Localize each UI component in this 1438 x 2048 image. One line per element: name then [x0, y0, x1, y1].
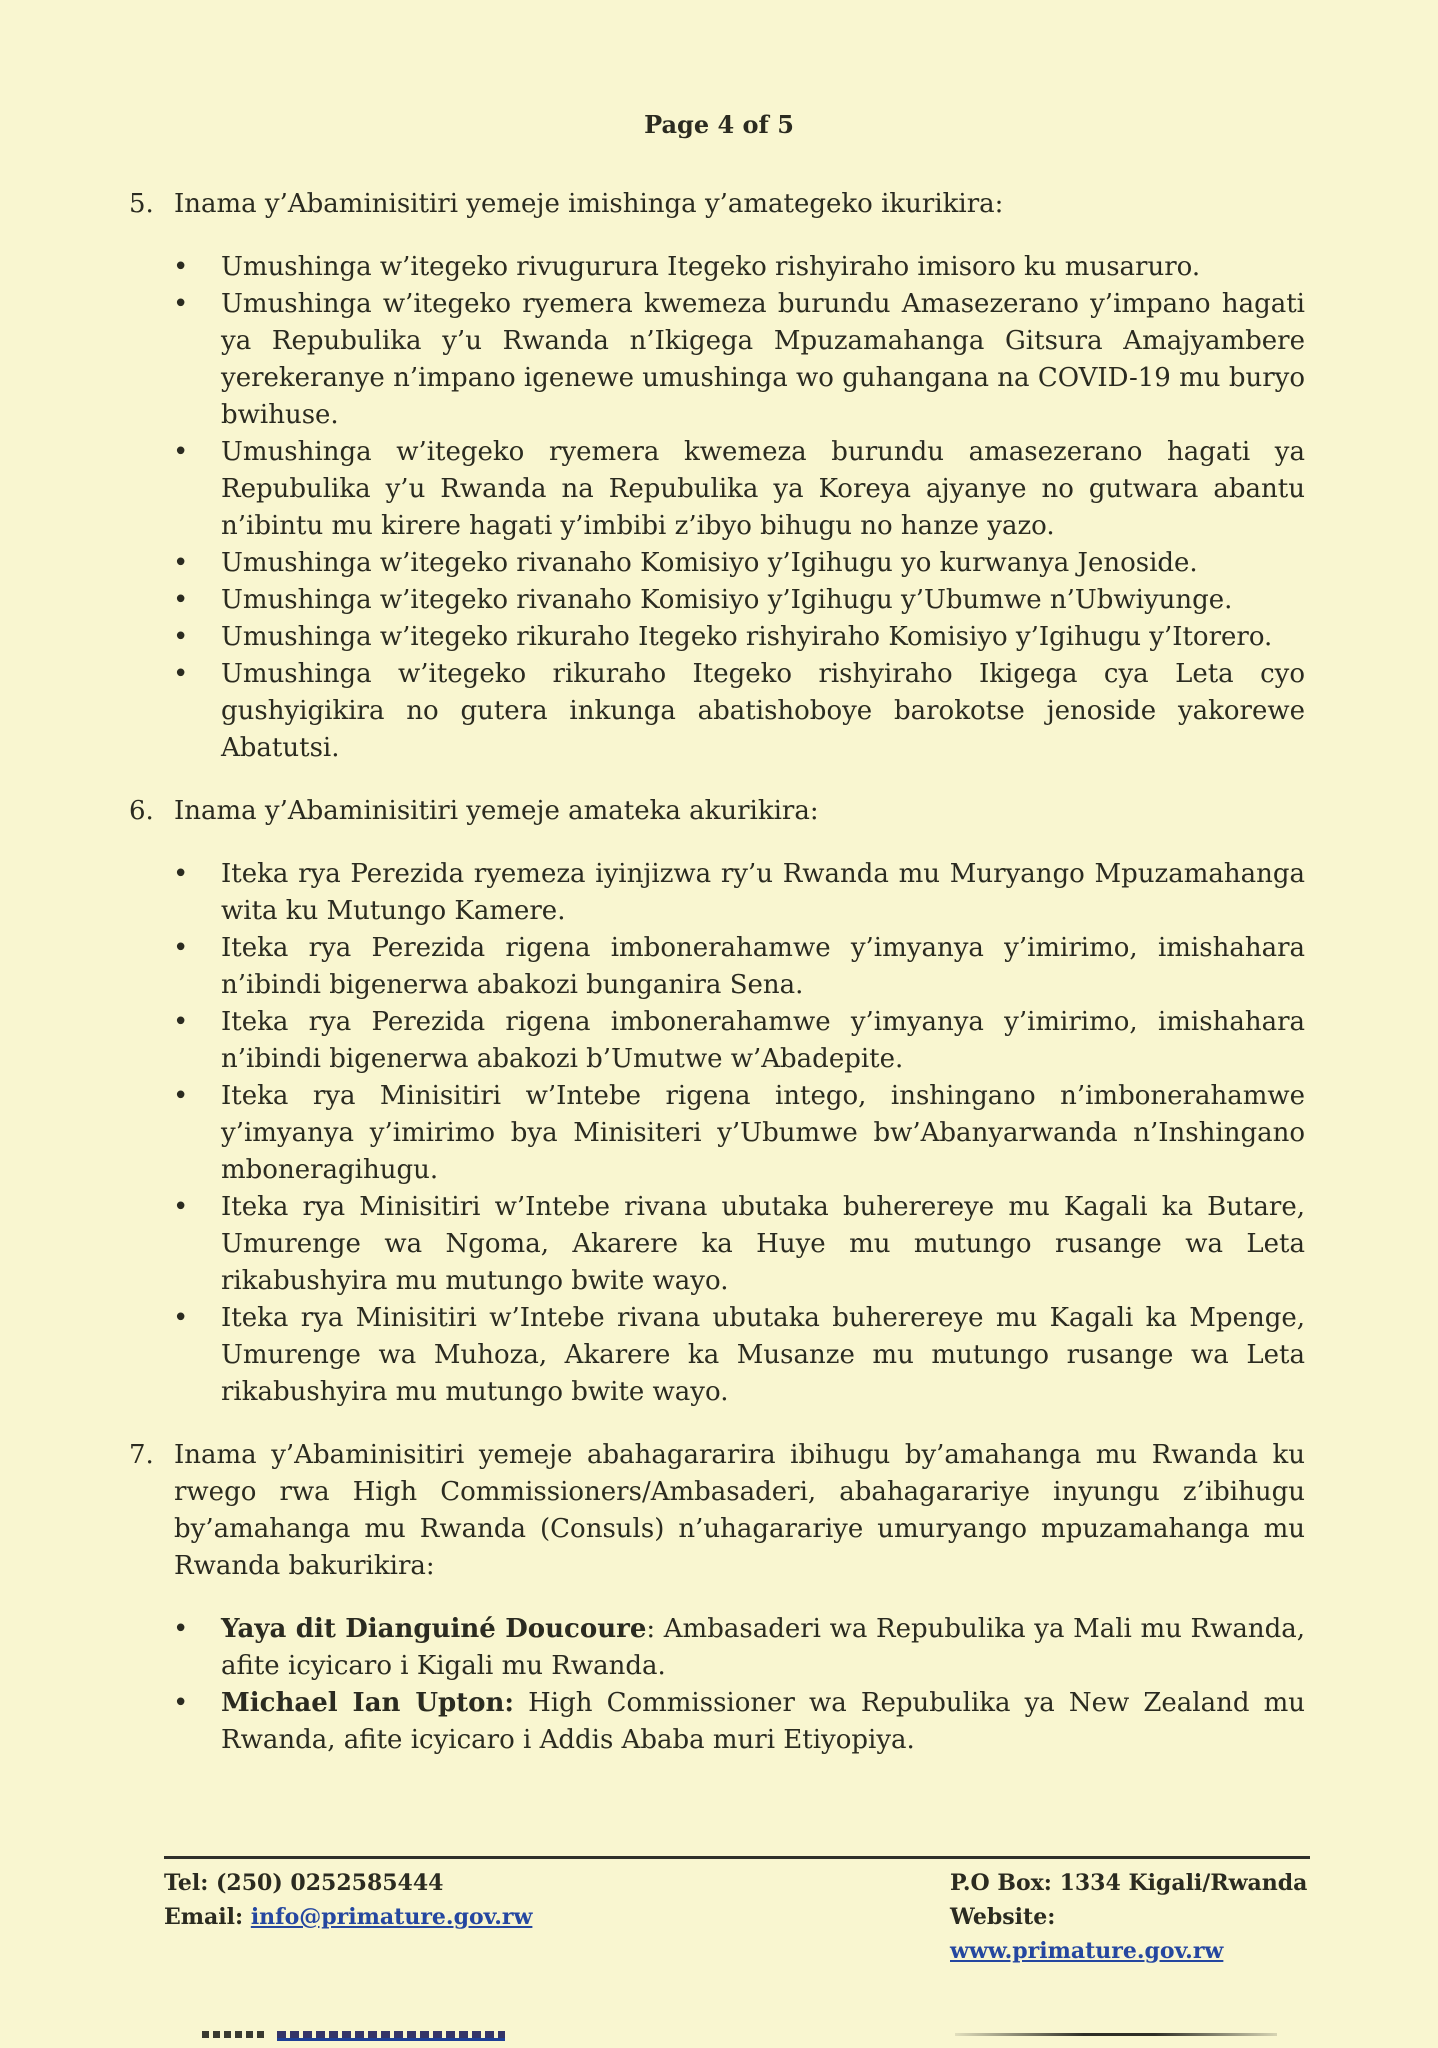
- ambassador-name: Michael Ian Upton:: [221, 1688, 515, 1718]
- bullet-item: • Umushinga w’itegeko rivugurura Itegeko rishyiraho imisoro ku musaruro.: [221, 249, 1305, 286]
- bullet-item: • Iteka rya Perezida rigena imbonerahamwe y’imyanya y’imirimo, imishahara n’ibindi bigenerwa abakozi b’Umutwe w’Abadepite.: [221, 1004, 1305, 1078]
- bullet-item: • Iteka rya Minisitiri w’Intebe rivana ubutaka buherereye mu Kagali ka Butare, Umurenge wa Ngoma, Akarere ka Huye mu mutungo rusange wa Leta rikabushyira mu mutungo bwite wayo.: [221, 1189, 1305, 1300]
- ambassador-description: High Commissioner wa Repubulika ya New Zealand mu Rwanda, afite icyicaro i Addis Ababa muri Etiyopiya.: [221, 1688, 1305, 1755]
- pobox-value: 1334 Kigali/Rwanda: [1059, 1870, 1308, 1896]
- bullet-item: • Umushinga w’itegeko ryemera kwemeza burundu amasezerano hagati ya Repubulika y’u Rwanda na Repubulika ya Koreya ajyanye no gutwara abantu n’ibintu mu kirere hagati y’imbibi z’ibyo bihugu no hanze yazo.: [221, 434, 1305, 545]
- ambassador-description: : Ambasaderi wa Repubulika ya Mali mu Rwanda, afite icyicaro i Kigali mu Rwanda.: [221, 1614, 1305, 1681]
- bullet-item-ambassador: [221, 1611, 1305, 1685]
- bullet-item: • Umushinga w’itegeko rikuraho Itegeko rishyiraho Komisiyo y’Igihugu y’Itorero.: [221, 619, 1305, 656]
- bullet-item: • Umushinga w’itegeko rivanaho Komisiyo y’Igihugu y’Ubumwe n’Ubwiyunge.: [221, 582, 1305, 619]
- website-label: Website:: [950, 1904, 1056, 1930]
- website-link[interactable]: www.primature.gov.rw: [950, 1938, 1224, 1964]
- section-7-heading: [129, 1437, 1305, 1585]
- section-5-heading: [129, 186, 1305, 223]
- scan-artifact-cutoff-link: [277, 2031, 505, 2041]
- section-heading-text: Inama y’Abaminisitiri yemeje imishinga y’amategeko ikurikira:: [174, 189, 1004, 219]
- section-7: [129, 1437, 1305, 1759]
- bullet-item: • Iteka rya Minisitiri w’Intebe rigena intego, inshingano n’imbonerahamwe y’imyanya y’imirimo bya Minisiteri y’Ubumwe bw’Abanyarwanda n’Inshingano mboneragihugu.: [221, 1078, 1305, 1189]
- section-number: 6.: [129, 796, 154, 826]
- footer-right-column: [950, 1866, 1310, 1968]
- tel-label: Tel:: [164, 1870, 209, 1896]
- section-5: [129, 186, 1305, 767]
- scan-artifact-line: [955, 2033, 1277, 2036]
- ambassador-name: Yaya dit Dianguiné Doucoure: [221, 1614, 647, 1644]
- section-heading-text: Inama y’Abaminisitiri yemeje amateka akurikira:: [174, 796, 819, 826]
- section-6-bullet-list: [221, 856, 1305, 1411]
- section-6-heading: [129, 793, 1305, 830]
- email-link[interactable]: info@primature.gov.rw: [250, 1904, 533, 1930]
- email-label: Email:: [164, 1904, 244, 1930]
- section-7-bullet-list: [221, 1611, 1305, 1759]
- pobox-label: P.O Box:: [950, 1870, 1052, 1896]
- bullet-item: • Umushinga w’itegeko rivanaho Komisiyo y’Igihugu yo kurwanya Jenoside.: [221, 545, 1305, 582]
- bullet-item: • Umushinga w’itegeko ryemera kwemeza burundu Amasezerano y’impano hagati ya Repubulika y’u Rwanda n’Ikigega Mpuzamahanga Gitsura Amajyambere yerekeranye n’impano igenewe umushinga wo guhangana na COVID-19 mu buryo bwihuse.: [221, 286, 1305, 434]
- section-number: 7.: [129, 1440, 154, 1470]
- footer-website-line: [950, 1900, 1310, 1968]
- scan-artifact-cutoff-text: [202, 2031, 264, 2038]
- page-number-label: Page 4 of 5: [644, 110, 794, 139]
- page-footer: [164, 1856, 1310, 1964]
- section-number: 5.: [129, 189, 154, 219]
- document-body: [0, 142, 1438, 1759]
- footer-pobox-line: [950, 1866, 1310, 1900]
- section-6: [129, 793, 1305, 1411]
- bullet-item: • Iteka rya Perezida ryemeza iyinjizwa ry’u Rwanda mu Muryango Mpuzamahanga wita ku Mutungo Kamere.: [221, 856, 1305, 930]
- bullet-item-ambassador: [221, 1685, 1305, 1759]
- bullet-item: • Iteka rya Minisitiri w’Intebe rivana ubutaka buherereye mu Kagali ka Mpenge, Umurenge wa Muhoza, Akarere ka Musanze mu mutungo rusange wa Leta rikabushyira mu mutungo bwite wayo.: [221, 1300, 1305, 1411]
- bullet-item: • Iteka rya Perezida rigena imbonerahamwe y’imyanya y’imirimo, imishahara n’ibindi bigenerwa abakozi bunganira Sena.: [221, 930, 1305, 1004]
- section-5-bullet-list: [221, 249, 1305, 767]
- tel-value: (250) 0252585444: [216, 1870, 444, 1896]
- section-heading-text: Inama y’Abaminisitiri yemeje abahagararira ibihugu by’amahanga mu Rwanda ku rwego rwa High Commissioners/Ambasaderi, abahagarariye inyungu z’ibihugu by’amahanga mu Rwanda (Consuls) n’uhagarariye umuryango mpuzamahanga mu Rwanda bakurikira:: [174, 1440, 1305, 1581]
- bullet-item: • Umushinga w’itegeko rikuraho Itegeko rishyiraho Ikigega cya Leta cyo gushyigikira no gutera inkunga abatishoboye barokotse jenoside yakorewe Abatutsi.: [221, 656, 1305, 767]
